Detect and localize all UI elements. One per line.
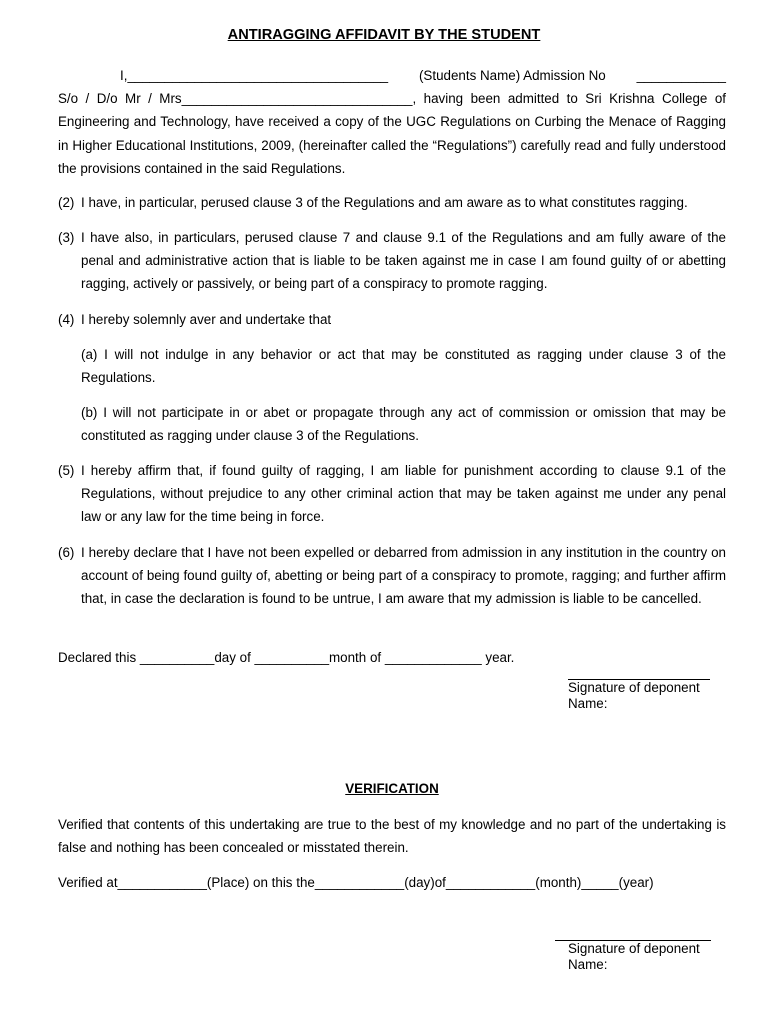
clause-number: (5) xyxy=(58,463,75,478)
clause-text: I hereby solemnly aver and undertake that xyxy=(81,312,332,327)
clause-item-4 xyxy=(58,308,726,331)
admission-no-blank: ____________ xyxy=(636,68,726,83)
clause-text: I hereby declare that I have not been expelled or debarred from admission in any institution in the country on account of being found guilty of, abetting or being part of a conspiracy to promote, ragging; and further affirm that, in case the declaration is found to be untrue, I am aware that my admission is liable to be cancelled. xyxy=(81,545,726,607)
clause-number: (4) xyxy=(58,312,75,327)
student-name-blank: I,___________________________________ xyxy=(120,68,389,83)
intro-paragraph xyxy=(58,64,726,180)
deponent-name-label: Name: xyxy=(568,696,608,711)
deponent-name-label: Name: xyxy=(568,957,608,972)
declared-line: Declared this __________day of __________month of _____________ year. xyxy=(58,650,515,665)
clause-item-5 xyxy=(58,459,726,529)
verification-text: Verified that contents of this undertaking are true to the best of my knowledge and no part of the undertaking is false and nothing has been concealed or misstated therein. xyxy=(58,817,726,856)
signature-label: Signature of deponent xyxy=(568,680,700,695)
clause-number: (3) xyxy=(58,230,75,245)
clause-text: I hereby affirm that, if found guilty of ragging, I am liable for punishment according to clause 9.1 of the Regulations, without prejudice to any other criminal action that may be taken against me under any penal law or any law for the time being in force. xyxy=(81,463,726,525)
document-title: ANTIRAGGING AFFIDAVIT BY THE STUDENT xyxy=(227,27,541,43)
clause-text: I have, in particular, perused clause 3 of the Regulations and am aware as to what constitutes ragging. xyxy=(81,195,688,210)
clause-item-6 xyxy=(58,541,726,611)
intro-body: S/o / D/o Mr / Mrs_______________________________, having been admitted to Sri Krishna College of Engineering and Technology, have received a copy of the UGC Regulations on Curbing the Menace of Ragging in Higher Educational Institutions, 2009, (hereinafter called the “Regulations”) carefully read and fully understood the provisions contained in the said Regulations. xyxy=(58,91,726,176)
student-name-label: (Students Name) Admission No xyxy=(418,68,606,83)
clause-item-3 xyxy=(58,226,726,296)
subclause-a: (a) I will not indulge in any behavior or act that may be constituted as ragging under clause 3 of the Regulations. xyxy=(81,347,726,386)
signature-label: Signature of deponent xyxy=(568,941,700,956)
subclause-b: (b) I will not participate in or abet or propagate through any act of commission or omission that may be constituted as ragging under clause 3 of the Regulations. xyxy=(81,405,726,444)
clause-item-2 xyxy=(58,191,726,214)
intro-first-line xyxy=(58,64,726,87)
verification-title: VERIFICATION xyxy=(345,781,439,796)
clause-text: I have also, in particulars, perused clause 7 and clause 9.1 of the Regulations and am fully aware of the penal and administrative action that is liable to be taken against me in case I am found guilty of or abetting ragging, actively or passively, or being part of a conspiracy to promote ragging. xyxy=(81,230,726,292)
clause-number: (6) xyxy=(58,545,75,560)
clause-number: (2) xyxy=(58,195,75,210)
verification-line: Verified at____________(Place) on this the____________(day)of____________(month)_____(year) xyxy=(58,875,654,890)
